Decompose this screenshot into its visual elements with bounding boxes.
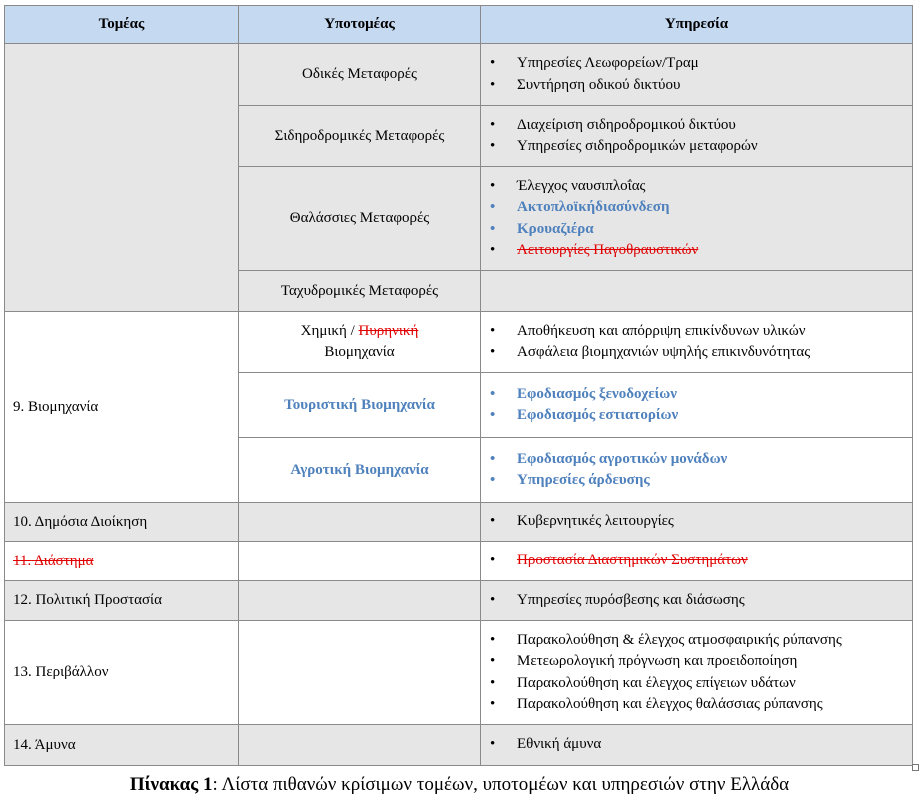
services-road (481, 44, 913, 106)
services-defense (481, 725, 913, 766)
subsector-agro: Αγροτική Βιομηχανία (239, 438, 481, 503)
subsector-chemical-suffix: Βιομηχανία (324, 344, 395, 360)
list-item: • Διαχείριση σιδηροδρομικού δικτύου (517, 115, 912, 137)
sector-cell-transport (5, 44, 239, 312)
header-subsector: Υποτομέας (239, 6, 481, 44)
list-item: • Υπηρεσίες Λεωφορείων/Τραμ (517, 53, 912, 75)
subsector-admin (239, 503, 481, 542)
list-item: • Κυβερνητικές λειτουργίες (517, 511, 912, 533)
table-row (5, 44, 913, 106)
table-row (5, 621, 913, 725)
list-item: • Έλεγχος ναυσιπλοΐας (517, 176, 912, 198)
sector-env: 13. Περιβάλλον (5, 621, 239, 725)
list-item: • Συντήρηση οδικού δικτύου (517, 75, 912, 97)
subsector-chemical (239, 312, 481, 373)
list-item: • Ακτοπλοϊκήδιασύνδεση (517, 197, 912, 219)
caption-text: : Λίστα πιθανών κρίσιμων τομέων, υποτομέων και υπηρεσιών στην Ελλάδα (212, 774, 790, 795)
subsector-rail: Σιδηροδρομικές Μεταφορές (239, 106, 481, 167)
services-postal (481, 271, 913, 312)
table-caption (0, 774, 919, 796)
subsector-road: Οδικές Μεταφορές (239, 44, 481, 106)
sector-space-struck: Διάστημα (34, 552, 94, 569)
sectors-table (4, 5, 913, 766)
table-row (5, 542, 913, 581)
table-row (5, 503, 913, 542)
list-item: • Υπηρεσίες σιδηροδρομικών μεταφορών (517, 136, 912, 158)
subsector-sea: Θαλάσσιες Μεταφορές (239, 167, 481, 271)
subsector-chemical-struck: Πυρηνική (358, 323, 419, 339)
list-item: • Εφοδιασμός εστιατορίων (517, 405, 912, 427)
subsector-chemical-prefix: Χημική / (300, 323, 355, 339)
caption-label: Πίνακας 1 (129, 774, 213, 795)
table-row (5, 725, 913, 766)
subsector-civil (239, 581, 481, 621)
header-row (5, 6, 913, 44)
services-tourism (481, 373, 913, 438)
sector-space (5, 542, 239, 581)
list-item: • Προστασία Διαστημικών Συστημάτων (517, 550, 912, 572)
list-item: • Λειτουργίες Παγοθραυστικών (517, 240, 912, 262)
list-item: • Υπηρεσίες πυρόσβεσης και διάσωσης (517, 590, 912, 612)
list-item: • Εφοδιασμός αγροτικών μονάδων (517, 449, 912, 471)
services-agro (481, 438, 913, 503)
services-admin (481, 503, 913, 542)
services-space (481, 542, 913, 581)
subsector-postal: Ταχυδρομικές Μεταφορές (239, 271, 481, 312)
list-item: • Κρουαζιέρα (517, 219, 912, 241)
list-item: • Παρακολούθηση και έλεγχος θαλάσσιας ρύπανσης (517, 694, 912, 716)
table-row (5, 312, 913, 373)
sector-defense: 14. Άμυνα (5, 725, 239, 766)
list-item: • Ασφάλεια βιομηχανιών υψηλής επικινδυνότητας (517, 342, 912, 364)
subsector-defense (239, 725, 481, 766)
header-sector: Τομέας (5, 6, 239, 44)
sector-space-num: 11. (13, 552, 32, 569)
table-row (5, 581, 913, 621)
services-env (481, 621, 913, 725)
services-rail (481, 106, 913, 167)
sector-industry: 9. Βιομηχανία (5, 312, 239, 503)
list-item: • Μετεωρολογική πρόγνωση και προειδοποίηση (517, 651, 912, 673)
header-service: Υπηρεσία (481, 6, 913, 44)
table-resize-handle[interactable] (912, 764, 919, 771)
subsector-space (239, 542, 481, 581)
services-civil (481, 581, 913, 621)
subsector-tourism: Τουριστική Βιομηχανία (239, 373, 481, 438)
list-item: • Αποθήκευση και απόρριψη επικίνδυνων υλικών (517, 321, 912, 343)
sector-admin: 10. Δημόσια Διοίκηση (5, 503, 239, 542)
list-item: • Εφοδιασμός ξενοδοχείων (517, 384, 912, 406)
list-item: • Υπηρεσίες άρδευσης (517, 470, 912, 492)
subsector-env (239, 621, 481, 725)
list-item: • Παρακολούθηση & έλεγχος ατμοσφαιρικής ρύπανσης (517, 630, 912, 652)
list-item: • Εθνική άμυνα (517, 734, 912, 756)
sector-civil: 12. Πολιτική Προστασία (5, 581, 239, 621)
services-sea (481, 167, 913, 271)
list-item: • Παρακολούθηση και έλεγχος επίγειων υδάτων (517, 673, 912, 695)
services-chemical (481, 312, 913, 373)
